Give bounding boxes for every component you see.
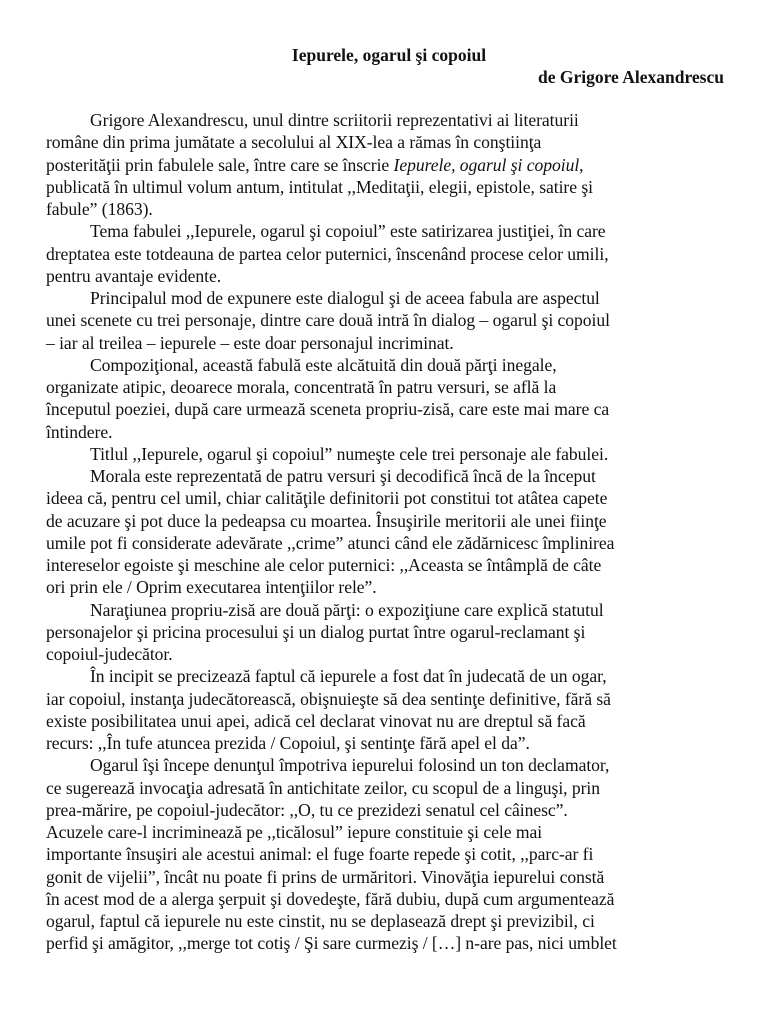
line-text: În incipit se precizează faptul că iepurele a fost dat în judecată de un ogar, xyxy=(90,666,607,687)
line-text: ideea că, pentru cel umil, chiar calităţile definitorii pot constitui tot atâtea capete xyxy=(46,488,608,509)
line-text: umile pot fi considerate adevărate ,,crime” atunci când ele zădărnicesc împlinirea xyxy=(46,532,615,553)
line-text: dreptatea este totdeauna de partea celor puternici, înscenând procese celor umili, xyxy=(46,243,609,264)
text-line xyxy=(46,710,736,732)
text-line xyxy=(46,443,736,465)
text-line xyxy=(46,888,736,910)
line-text: – iar al treilea – iepurele – este doar personajul incriminat. xyxy=(46,332,454,353)
text-line xyxy=(46,799,736,821)
line-text: ce sugerează invocaţia adresată în antichitate zeilor, cu scopul de a linguşi, prin xyxy=(46,777,600,798)
line-text: gonit de vijelii”, încât nu poate fi prins de urmăritori. Vinovăţia iepurelui constă xyxy=(46,866,605,887)
line-text: importante însuşiri ale acestui animal: el fuge foarte repede şi cotit, ,,parc-ar fi xyxy=(46,844,594,865)
line-text: intereselor egoiste şi meschine ale celor puternici: ,,Aceasta se întâmplă de câte xyxy=(46,555,602,575)
text-line xyxy=(46,665,736,687)
line-text: personajelor şi pricina procesului şi un dialog purtat între ogarul-reclamant şi xyxy=(46,621,586,642)
line-text: existe posibilitatea unui apei, adică cel declarat vinovat nu are dreptul să facă xyxy=(46,710,586,731)
text-line xyxy=(46,220,736,242)
text-line xyxy=(46,532,736,554)
line-text: Compoziţional, această fabulă este alcătuită din două părţi inegale, xyxy=(90,354,557,375)
line-text: perfid şi amăgitor, ,,merge tot cotiş / Şi sare curmeziş / […] n-are pas, nici umblet xyxy=(46,933,617,954)
document-body xyxy=(46,109,736,955)
line-text: Ogarul îşi începe denunţul împotriva iepurelui folosind un ton declamator, xyxy=(90,755,610,776)
line-text: posterităţii prin fabulele sale, între care se înscrie xyxy=(46,154,394,175)
text-line xyxy=(46,821,736,843)
line-text: Principalul mod de expunere este dialogul şi de aceea fabula are aspectul xyxy=(90,288,600,308)
line-text: începutul poeziei, după care urmează sceneta propriu-zisă, care este mai mare ca xyxy=(46,399,610,420)
text-line xyxy=(46,621,736,643)
text-line xyxy=(46,398,736,420)
line-text: iar copoiul, instanţa judecătorească, obişnuieşte să dea sentinţe definitive, fără să xyxy=(46,688,611,709)
line-text: întindere. xyxy=(46,421,113,442)
line-text: Acuzele care-l incriminează pe ,,ticălosul” iepure constituie şi cele mai xyxy=(46,822,543,842)
text-line xyxy=(46,688,736,710)
line-text: Titlul ,,Iepurele, ogarul şi copoiul” numeşte cele trei personaje ale fabulei. xyxy=(90,443,609,464)
text-line xyxy=(46,287,736,309)
text-line xyxy=(46,421,736,443)
text-line xyxy=(46,309,736,331)
text-line xyxy=(46,131,736,153)
line-text-after: , xyxy=(579,154,584,175)
text-line xyxy=(46,843,736,865)
text-line xyxy=(46,932,736,954)
text-line xyxy=(46,265,736,287)
text-line xyxy=(46,154,736,176)
text-line xyxy=(46,487,736,509)
line-text: române din prima jumătate a secolului al XIX-lea a rămas în conştiinţa xyxy=(46,132,542,153)
line-text: copoiul-judecător. xyxy=(46,644,173,664)
line-text: publicată în ultimul volum antum, intitulat ,,Meditaţii, elegii, epistole, satire şi xyxy=(46,176,593,197)
text-line xyxy=(46,376,736,398)
text-line xyxy=(46,754,736,776)
text-line xyxy=(46,554,736,576)
text-line xyxy=(46,643,736,665)
text-line xyxy=(46,243,736,265)
text-line xyxy=(46,354,736,376)
italic-title: Iepurele, ogarul şi copoiul xyxy=(393,154,580,175)
line-text: de acuzare şi pot duce la pedeapsa cu moartea. Însuşirile meritorii ale unei fiinţe xyxy=(46,510,607,531)
text-line xyxy=(46,198,736,220)
text-line xyxy=(46,109,736,131)
text-line xyxy=(46,599,736,621)
text-line xyxy=(46,176,736,198)
line-text: ori prin ele / Oprim executarea intenţiilor rele”. xyxy=(46,577,377,598)
line-text: ogarul, faptul că iepurele nu este cinstit, nu se deplasează drept şi previzibil, ci xyxy=(46,911,595,931)
document-author: de Grigore Alexandrescu xyxy=(537,67,724,87)
text-line xyxy=(46,576,736,598)
text-line xyxy=(46,332,736,354)
line-text: în acest mod de a alerga şerpuit şi dovedeşte, fără dubiu, după cum argumentează xyxy=(46,888,615,909)
line-text: fabule” (1863). xyxy=(46,199,153,219)
line-text: Grigore Alexandrescu, unul dintre scriitorii reprezentativi ai literaturii xyxy=(90,110,579,130)
text-line xyxy=(46,510,736,532)
text-line xyxy=(46,465,736,487)
line-text: Naraţiunea propriu-zisă are două părţi: o expoziţiune care explică statutul xyxy=(90,599,604,620)
line-text: prea-mărire, pe copoiul-judecător: ,,O, tu ce prezidezi senatul cel câinesc”. xyxy=(46,799,568,820)
line-text: organizate atipic, deoarece morala, concentrată în patru versuri, se află la xyxy=(46,377,557,397)
line-text: Morala este reprezentată de patru versuri şi decodifică încă de la început xyxy=(90,466,596,486)
line-text: unei scenete cu trei personaje, dintre care două intră în dialog – ogarul şi copoiul xyxy=(46,310,610,331)
line-text: Tema fabulei ,,Iepurele, ogarul şi copoiul” este satirizarea justiţiei, în care xyxy=(90,221,606,242)
text-line xyxy=(46,732,736,754)
text-line xyxy=(46,866,736,888)
line-text: pentru avantaje evidente. xyxy=(46,265,222,286)
document-title: Iepurele, ogarul şi copoiul xyxy=(291,45,487,65)
line-text: recurs: ,,În tufe atuncea prezida / Copoiul, şi sentinţe fără apel el da”. xyxy=(46,733,530,753)
text-line xyxy=(46,910,736,932)
text-line xyxy=(46,777,736,799)
